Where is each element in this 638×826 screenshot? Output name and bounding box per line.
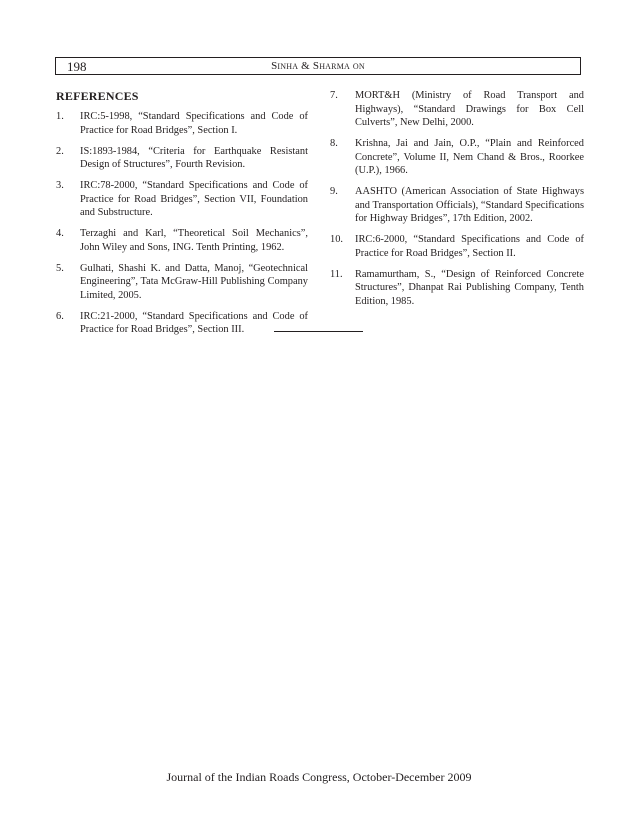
journal-footer: Journal of the Indian Roads Congress, October-December 2009	[166, 770, 472, 784]
reference-item	[56, 179, 308, 220]
page-number: 198	[67, 59, 87, 74]
reference-item	[330, 137, 584, 178]
reference-number: 2.	[56, 145, 64, 157]
reference-text: Terzaghi and Karl, “Theoretical Soil Mechanics”, John Wiley and Sons, ING. Tenth Printing, 1962.	[80, 228, 308, 253]
reference-text: IRC:78-2000, “Standard Specifications and Code of Practice for Road Bridges”, Section VII, Foundation and Substructure.	[80, 180, 308, 218]
reference-item	[330, 89, 584, 130]
reference-number: 11.	[330, 268, 343, 280]
reference-item	[56, 310, 308, 337]
reference-item	[56, 227, 308, 254]
references-heading: REFERENCES	[56, 89, 139, 103]
reference-number: 3.	[56, 180, 64, 191]
reference-item	[56, 110, 308, 137]
reference-number: 5.	[56, 262, 64, 274]
reference-text: IRC:21-2000, “Standard Specifications and Code of Practice for Road Bridges”, Section III.	[80, 310, 308, 335]
running-head: Sinha & Sharma on	[271, 60, 365, 72]
references-right-column	[330, 89, 584, 316]
reference-item	[56, 145, 308, 172]
reference-text: IRC:6-2000, “Standard Specifications and Code of Practice for Road Bridges”, Section II.	[355, 234, 584, 259]
reference-text: IRC:5-1998, “Standard Specifications and Code of Practice for Road Bridges”, Section I.	[80, 111, 308, 136]
reference-number: 7.	[330, 90, 338, 101]
reference-number: 8.	[330, 138, 338, 149]
references-list-left	[56, 110, 308, 337]
reference-item	[330, 268, 584, 309]
reference-text: Ramamurtham, S., “Design of Reinforced Concrete Structures”, Dhanpat Rai Publishing Company, Tenth Edition, 1985.	[355, 268, 584, 307]
reference-text: IS:1893-1984, “Criteria for Earthquake Resistant Design of Structures”, Fourth Revision.	[80, 145, 308, 170]
reference-item	[56, 262, 308, 303]
reference-number: 9.	[330, 186, 338, 197]
reference-text: Gulhati, Shashi K. and Datta, Manoj, “Geotechnical Engineering”, Tata McGraw-Hill Publishing Company Limited, 2005.	[80, 262, 308, 301]
reference-item	[330, 185, 584, 226]
reference-text: MORT&H (Ministry of Road Transport and Highways), “Standard Drawings for Box Cell Culverts”, New Delhi, 2000.	[355, 90, 584, 128]
reference-text: AASHTO (American Association of State Highways and Transportation Officials), “Standard Specifications for Highway Bridges”, 17th Edition, 2002.	[355, 186, 584, 224]
running-header	[55, 57, 581, 75]
references-list-right	[330, 89, 584, 308]
references-left-column	[56, 89, 308, 344]
reference-number: 6.	[56, 310, 64, 322]
reference-number: 4.	[56, 228, 64, 239]
end-of-article-rule	[274, 331, 363, 332]
reference-number: 1.	[56, 111, 64, 122]
reference-number: 10.	[330, 234, 343, 245]
reference-text: Krishna, Jai and Jain, O.P., “Plain and Reinforced Concrete”, Volume II, Nem Chand & Bros., Roorkee (U.P.), 1966.	[355, 138, 584, 176]
reference-item	[330, 233, 584, 260]
